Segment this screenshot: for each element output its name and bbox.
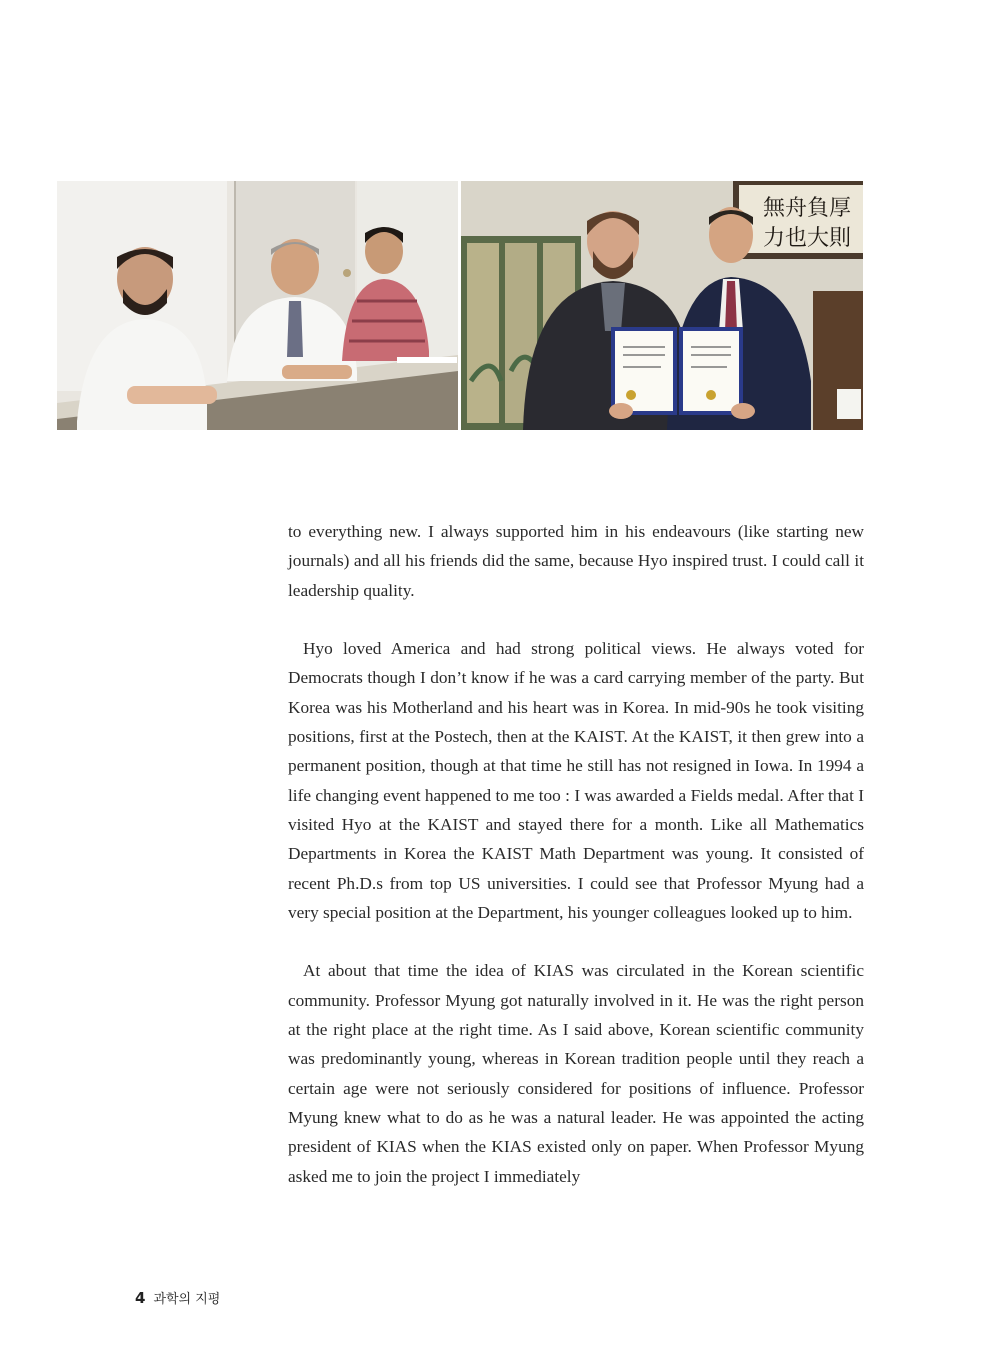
page-footer [135, 1288, 220, 1307]
calligraphy-line-2: 力也大則 [763, 226, 852, 251]
page-number: 4 [135, 1289, 146, 1307]
calligraphy-line-1: 無舟負厚 [763, 196, 852, 221]
paragraph-1: to everything new. I always supported him in his endeavours (like starting new journals) and all his friends did the same, because Hyo inspired trust. I could call it leadership quality. [288, 522, 864, 600]
paragraph-2: Hyo loved America and had strong political views. He always voted for Democrats though I don’t know if he was a card carrying member of the party. But Korea was his Motherland and his heart was in Korea. In mid-90s he took visiting positions, first at the Postech, then at the KAIST. At the KAIST, it then grew into a permanent position, though at that time he still has not resigned in Iowa. In 1994 a life changing event happened to me too : I was awarded a Fields medal. After that I visited Hyo at the KAIST and stayed there for a month. Like all Mathematics Departments in Korea the KAIST Math Department was young. It consisted of recent Ph.D.s from top US universities. I could see that Professor Myung had a very special position at the Department, his younger colleagues looked up to him. [288, 639, 864, 922]
award-photo [461, 181, 863, 430]
article-body [288, 517, 864, 1220]
photo-strip [57, 181, 863, 430]
publication-title: 과학의 지평 [153, 1292, 221, 1307]
paragraph-3: At about that time the idea of KIAS was circulated in the Korean scientific community. Professor Myung got naturally involved in it. He was the right person at the right place at the right time. As I said above, Korean scientific community was predominantly young, whereas in Korean tradition people until they reach a certain age were not seriously considered for positions of influence. Professor Myung knew what to do as he was a natural leader. He was appointed the acting president of KIAS when the KIAS existed only on paper. When Professor Myung asked me to join the project I immediately [288, 961, 864, 1186]
meeting-photo [57, 181, 458, 430]
